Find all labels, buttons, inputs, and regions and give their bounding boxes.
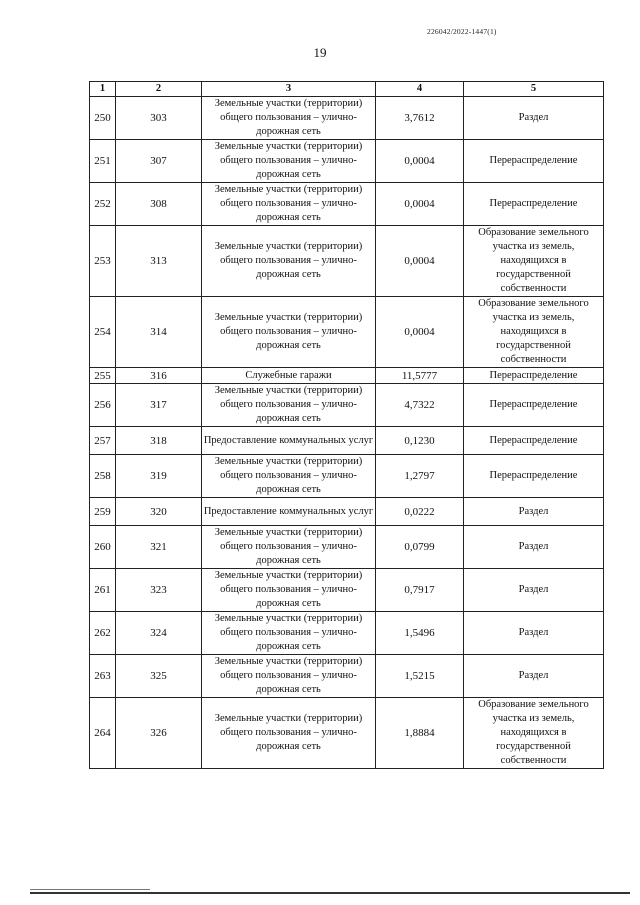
col-header-4: 4 (376, 82, 464, 97)
table-row (90, 569, 604, 612)
document-id: 226042/2022-1447(1) (427, 27, 497, 36)
plot-id: 308 (116, 183, 202, 226)
formation-method: Перераспределение (464, 368, 604, 384)
permitted-use: Земельные участки (территории) общего пользования – улично-дорожная сеть (202, 384, 376, 427)
area-value: 4,7322 (376, 384, 464, 427)
row-number: 261 (90, 569, 116, 612)
formation-method: Образование земельного участка из земель, находящихся в государственной собственности (464, 698, 604, 769)
permitted-use: Земельные участки (территории) общего пользования – улично-дорожная сеть (202, 698, 376, 769)
row-number: 257 (90, 427, 116, 455)
plot-id: 325 (116, 655, 202, 698)
formation-method: Перераспределение (464, 427, 604, 455)
plot-id: 320 (116, 498, 202, 526)
table-row (90, 498, 604, 526)
permitted-use: Земельные участки (территории) общего пользования – улично-дорожная сеть (202, 455, 376, 498)
row-number: 262 (90, 612, 116, 655)
table-row (90, 526, 604, 569)
plot-id: 316 (116, 368, 202, 384)
formation-method: Раздел (464, 498, 604, 526)
permitted-use: Земельные участки (территории) общего пользования – улично-дорожная сеть (202, 226, 376, 297)
permitted-use: Предоставление коммунальных услуг (202, 427, 376, 455)
table-row (90, 698, 604, 769)
area-value: 11,5777 (376, 368, 464, 384)
area-value: 0,0222 (376, 498, 464, 526)
area-value: 1,2797 (376, 455, 464, 498)
permitted-use: Земельные участки (территории) общего пользования – улично-дорожная сеть (202, 569, 376, 612)
plot-id: 319 (116, 455, 202, 498)
permitted-use: Земельные участки (территории) общего пользования – улично-дорожная сеть (202, 612, 376, 655)
permitted-use: Земельные участки (территории) общего пользования – улично-дорожная сеть (202, 297, 376, 368)
table-row (90, 97, 604, 140)
area-value: 0,0004 (376, 183, 464, 226)
formation-method: Перераспределение (464, 140, 604, 183)
row-number: 259 (90, 498, 116, 526)
plot-id: 321 (116, 526, 202, 569)
table-row (90, 427, 604, 455)
area-value: 1,8884 (376, 698, 464, 769)
area-value: 1,5215 (376, 655, 464, 698)
table-row (90, 368, 604, 384)
area-value: 1,5496 (376, 612, 464, 655)
page-bottom-rule (30, 892, 630, 894)
formation-method: Образование земельного участка из земель, находящихся в государственной собственности (464, 297, 604, 368)
table-row (90, 297, 604, 368)
table-row (90, 384, 604, 427)
col-header-1: 1 (90, 82, 116, 97)
row-number: 251 (90, 140, 116, 183)
row-number: 254 (90, 297, 116, 368)
plot-id: 318 (116, 427, 202, 455)
plot-id: 307 (116, 140, 202, 183)
row-number: 260 (90, 526, 116, 569)
plot-id: 324 (116, 612, 202, 655)
land-plots-table (89, 81, 604, 769)
plot-id: 303 (116, 97, 202, 140)
row-number: 264 (90, 698, 116, 769)
plot-id: 313 (116, 226, 202, 297)
table-row (90, 612, 604, 655)
formation-method: Раздел (464, 97, 604, 140)
scan-edge-line (30, 889, 150, 890)
formation-method: Перераспределение (464, 183, 604, 226)
permitted-use: Земельные участки (территории) общего пользования – улично-дорожная сеть (202, 140, 376, 183)
page-number: 19 (313, 45, 327, 60)
area-value: 3,7612 (376, 97, 464, 140)
permitted-use: Предоставление коммунальных услуг (202, 498, 376, 526)
formation-method: Образование земельного участка из земель, находящихся в государственной собственности (464, 226, 604, 297)
row-number: 256 (90, 384, 116, 427)
formation-method: Перераспределение (464, 455, 604, 498)
col-header-3: 3 (202, 82, 376, 97)
permitted-use: Земельные участки (территории) общего пользования – улично-дорожная сеть (202, 655, 376, 698)
plot-id: 317 (116, 384, 202, 427)
area-value: 0,0004 (376, 140, 464, 183)
table-row (90, 655, 604, 698)
area-value: 0,1230 (376, 427, 464, 455)
table-row (90, 226, 604, 297)
formation-method: Раздел (464, 569, 604, 612)
col-header-5: 5 (464, 82, 604, 97)
row-number: 252 (90, 183, 116, 226)
formation-method: Раздел (464, 526, 604, 569)
plot-id: 323 (116, 569, 202, 612)
plot-id: 326 (116, 698, 202, 769)
area-value: 0,0799 (376, 526, 464, 569)
permitted-use: Земельные участки (территории) общего пользования – улично-дорожная сеть (202, 97, 376, 140)
table-body (90, 97, 604, 769)
area-value: 0,0004 (376, 297, 464, 368)
row-number: 253 (90, 226, 116, 297)
permitted-use: Земельные участки (территории) общего пользования – улично-дорожная сеть (202, 183, 376, 226)
formation-method: Перераспределение (464, 384, 604, 427)
row-number: 255 (90, 368, 116, 384)
row-number: 263 (90, 655, 116, 698)
table-row (90, 140, 604, 183)
permitted-use: Земельные участки (территории) общего пользования – улично-дорожная сеть (202, 526, 376, 569)
table-row (90, 455, 604, 498)
row-number: 258 (90, 455, 116, 498)
formation-method: Раздел (464, 655, 604, 698)
area-value: 0,7917 (376, 569, 464, 612)
plot-id: 314 (116, 297, 202, 368)
col-header-2: 2 (116, 82, 202, 97)
formation-method: Раздел (464, 612, 604, 655)
row-number: 250 (90, 97, 116, 140)
area-value: 0,0004 (376, 226, 464, 297)
table-header-row (90, 82, 604, 97)
permitted-use: Служебные гаражи (202, 368, 376, 384)
table-row (90, 183, 604, 226)
